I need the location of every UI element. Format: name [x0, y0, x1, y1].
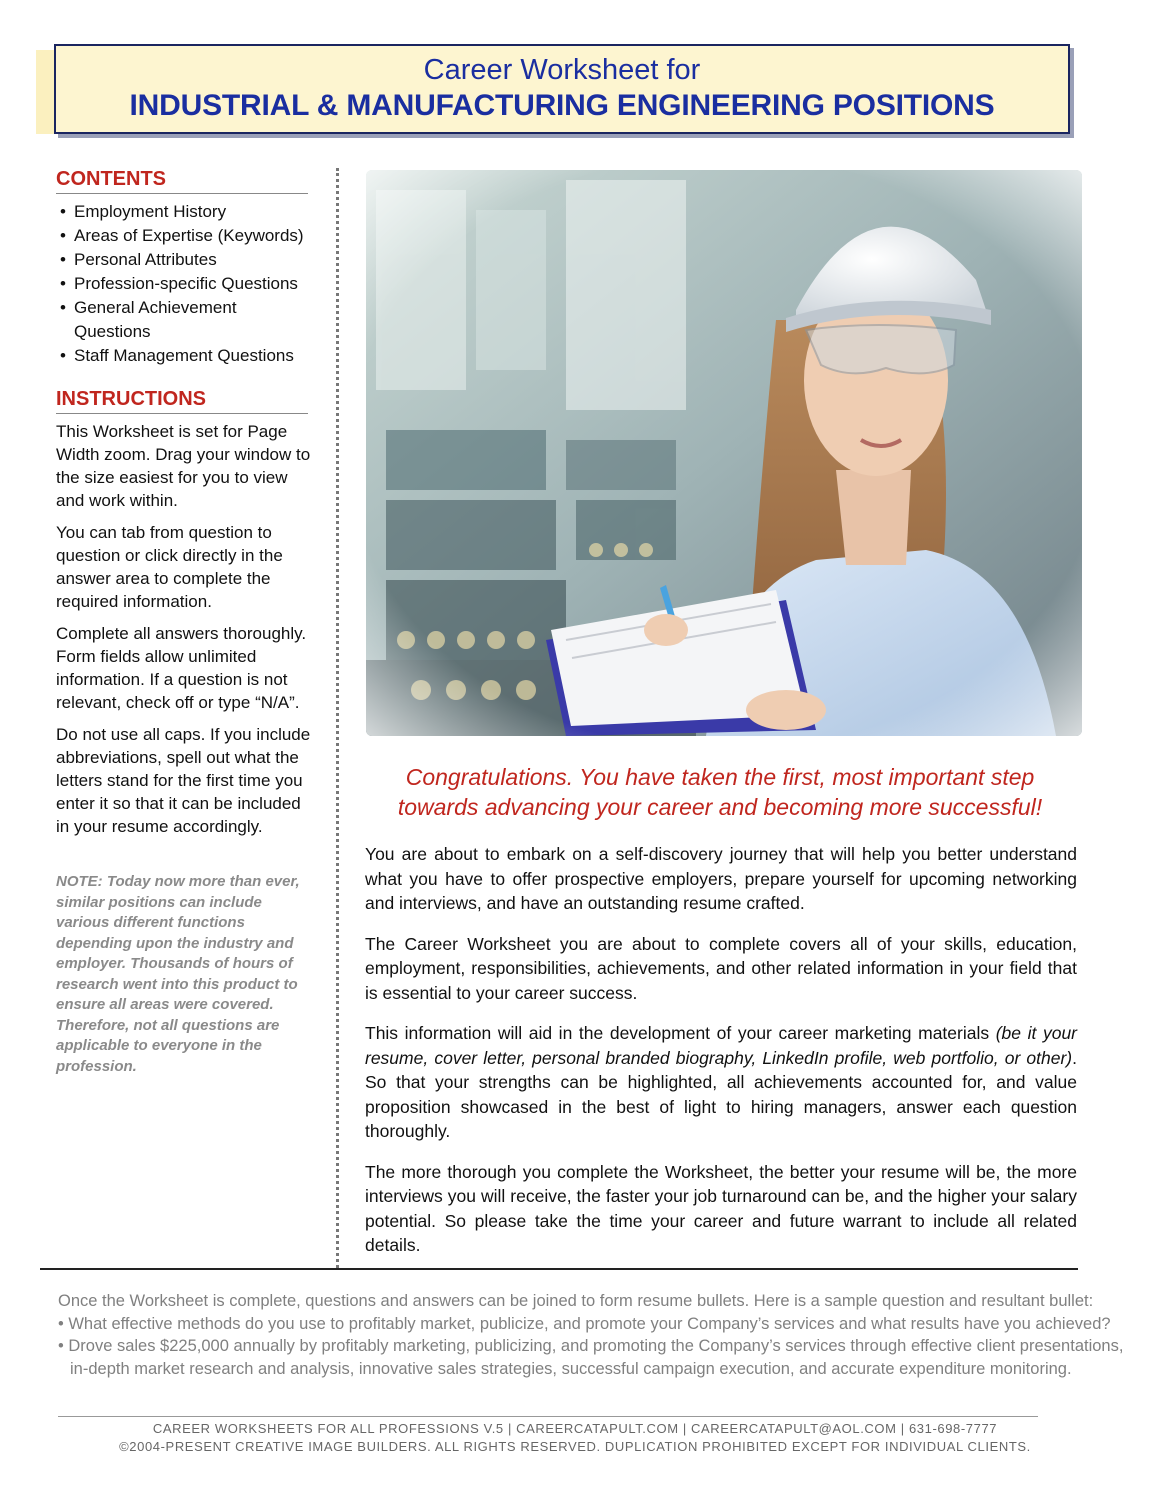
- contents-item[interactable]: • Profession-specific Questions: [56, 272, 312, 296]
- contents-list: [56, 200, 312, 368]
- note-block: [56, 872, 312, 1077]
- bottom-rule: [40, 1268, 1078, 1270]
- contents-item[interactable]: • General Achievement Questions: [56, 296, 312, 344]
- instruction-paragraph: This Worksheet is set for Page Width zoom. Drag your window to the size easiest for you to view and work within.: [56, 422, 311, 510]
- contents-item[interactable]: • Personal Attributes: [56, 248, 312, 272]
- column-divider: [336, 168, 339, 1268]
- note-text: Today now more than ever, similar positions can include various different functions depending upon the industry and employer. Thousands of hours of research went into this product to ensure all areas were covered. Therefore, not all questions are applicable to everyone in the profession.: [56, 873, 300, 1075]
- sample-intro: Once the Worksheet is complete, questions and answers can be joined to form resume bullets. Here is a sample question and resultant bullet:: [58, 1292, 1094, 1310]
- note-label: NOTE:: [56, 873, 103, 890]
- congrats-message: [360, 762, 1080, 822]
- p3-end: . So that your strengths can be highlighted, all achievements accounted for, and value proposition showcased in the best of light to hiring managers, answer each question thoroughly.: [365, 1047, 1077, 1141]
- instructions-block: [56, 420, 312, 838]
- contents-item[interactable]: • Employment History: [56, 200, 312, 224]
- intro-body: [365, 842, 1077, 1274]
- sample-bullet-line-1: • Drove sales $225,000 annually by profitably marketing, publicizing, and promoting the Company’s services through effective client presentations,: [58, 1337, 1124, 1355]
- left-sidebar: [56, 168, 312, 1077]
- intro-paragraph-2: The Career Worksheet you are about to complete covers all of your skills, education, employment, responsibilities, achievements, and other related information in your field that is essential to your career success.: [365, 933, 1077, 1003]
- intro-paragraph-1: You are about to embark on a self-discovery journey that will help you better understand what you have to offer prospective employers, prepare yourself for upcoming networking and interviews, and have an outstanding resume crafted.: [365, 844, 1077, 913]
- congrats-line-2: towards advancing your career and becoming more successful!: [397, 794, 1043, 820]
- footer-line-2: ©2004-PRESENT CREATIVE IMAGE BUILDERS. ALL RIGHTS RESERVED. DUPLICATION PROHIBITED EXCEPT FOR INDIVIDUAL CLIENTS.: [119, 1439, 1031, 1454]
- instruction-paragraph: Do not use all caps. If you include abbreviations, spell out what the letters stand for the first time you enter it so that it can be included in your resume accordingly.: [56, 725, 311, 836]
- sample-question: • What effective methods do you use to profitably market, publicize, and promote your Company’s services and what results have you achieved?: [58, 1314, 1111, 1333]
- header-title: INDUSTRIAL & MANUFACTURING ENGINEERING POSITIONS: [129, 89, 995, 122]
- instruction-paragraph: You can tab from question to question or click directly in the answer area to complete the required information.: [56, 523, 283, 611]
- congrats-line-1: Congratulations. You have taken the first, most important step: [405, 764, 1035, 790]
- footer-rule: [58, 1416, 1038, 1417]
- contents-heading: CONTENTS: [56, 168, 308, 194]
- footer-line-1: CAREER WORKSHEETS FOR ALL PROFESSIONS V.5 | CAREERCATAPULT.COM | CAREERCATAPULT@AOL.COM | 631-698-7777: [152, 1421, 998, 1436]
- header-subtitle: Career Worksheet for: [423, 54, 701, 86]
- page-header: [54, 44, 1070, 134]
- page-footer: [40, 1420, 1110, 1456]
- sample-bullet-line-2: in-depth market research and analysis, innovative sales strategies, successful campaign execution, and accurate expenditure monitoring.: [70, 1359, 1072, 1378]
- p3-start: This information will aid in the development of your career marketing materials: [365, 1023, 996, 1043]
- sample-section: [58, 1290, 1124, 1380]
- engineer-photo: [366, 170, 1082, 736]
- intro-paragraph-4: The more thorough you complete the Worksheet, the better your resume will be, the more interviews you will receive, the faster your job turnaround can be, and the higher your salary potential. So please take the time your career and future warrant to include all related details.: [365, 1161, 1077, 1255]
- contents-item[interactable]: • Areas of Expertise (Keywords): [56, 224, 312, 248]
- instruction-paragraph: Complete all answers thoroughly. Form fields allow unlimited information. If a question is not relevant, check off or type “N/A”.: [56, 624, 307, 712]
- header-accent: [36, 50, 54, 134]
- p3-materials-list: (be it your resume, cover letter, personal branded biography, LinkedIn profile, web portfolio, or other): [365, 1023, 1078, 1068]
- instructions-heading: INSTRUCTIONS: [56, 388, 308, 414]
- contents-item[interactable]: • Staff Management Questions: [56, 344, 312, 368]
- intro-paragraph-3: [365, 1021, 1077, 1144]
